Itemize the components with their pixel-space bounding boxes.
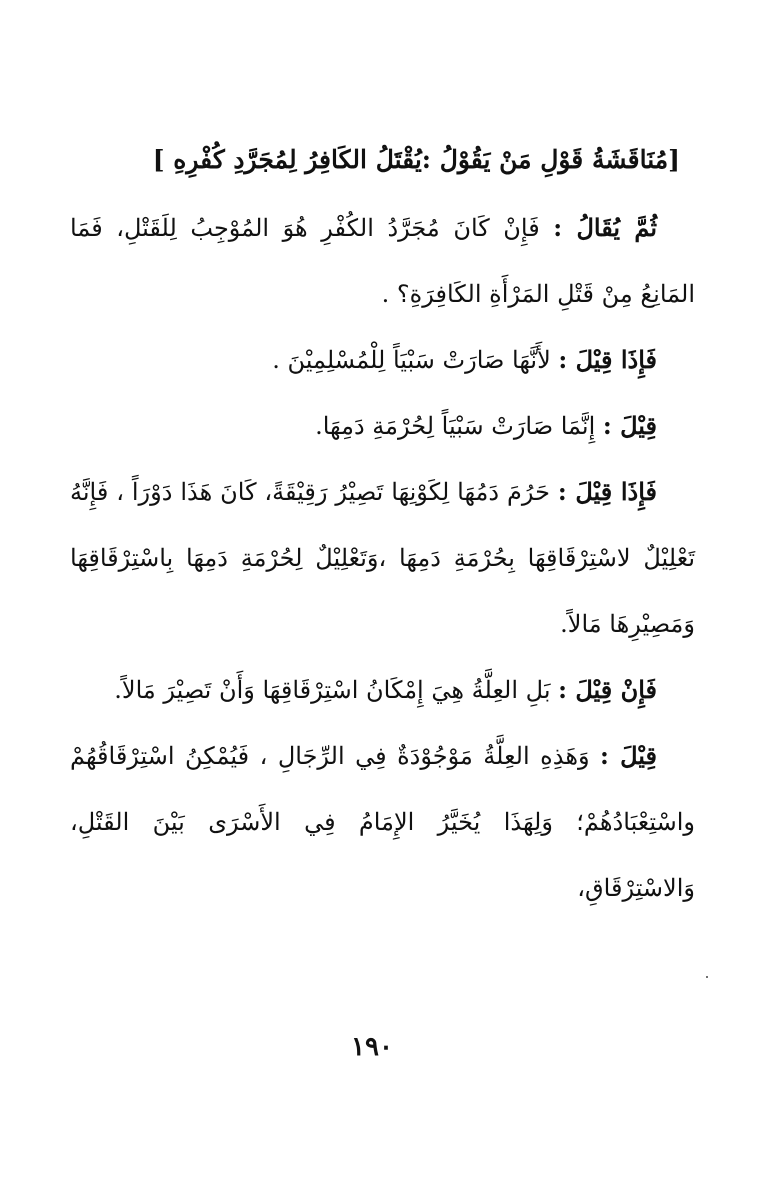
scan-speck bbox=[706, 976, 708, 978]
paragraph-text: بَلِ العِلَّةُ هِيَ إِمْكَانُ اسْتِرْقَاقِهَا وَأَنْ تَصِيْرَ مَالاً. bbox=[114, 676, 559, 704]
paragraph-1 bbox=[70, 195, 695, 327]
paragraph-text: وَهَذِهِ العِلَّةُ مَوْجُوْدَةٌ فِي الرِّجَالِ ، فَيُمْكِنُ اسْتِرْقَاقُهُمْ واسْتِعْبَادُهُمْ؛ وَلِهَذَا يُخَيَّرُ الإِمَامُ فِي الأَسْرَى بَيْنَ القَتْلِ، وَالاسْتِرْقَاقِ، bbox=[70, 742, 695, 902]
paragraph-lead: فَإِذَا قِيْلَ : bbox=[557, 477, 657, 506]
paragraph-text: حَرُمَ دَمُهَا لِكَوْنِهَا تَصِيْرُ رَقِيْقَةً، كَانَ هَذَا دَوْرَاً ، فَإِنَّهُ تَعْلِيْلٌ لاسْتِرْقَاقِهَا بِحُرْمَةِ دَمِهَا ،وَتَعْلِيْلٌ لِحُرْمَةِ دَمِهَا بِاسْتِرْقَاقِهَا وَمَصِيْرِهَا مَالاً. bbox=[70, 478, 695, 638]
body-text bbox=[70, 195, 695, 921]
paragraph-lead: فَإِذَا قِيْلَ : bbox=[558, 345, 657, 374]
paragraph-lead: فَإِنْ قِيْلَ : bbox=[558, 675, 657, 704]
paragraph-3 bbox=[70, 393, 695, 459]
page-number: ١٩٠ bbox=[351, 1032, 393, 1062]
paragraph-text: لأَنَّهَا صَارَتْ سَبْيَاً لِلْمُسْلِمِيْنَ . bbox=[272, 346, 559, 374]
paragraph-6 bbox=[70, 723, 695, 921]
paragraph-4 bbox=[70, 459, 695, 657]
paragraph-lead: ثُمَّ يُقَالُ : bbox=[553, 213, 658, 242]
paragraph-lead: قِيْلَ : bbox=[600, 741, 657, 770]
paragraph-2 bbox=[70, 327, 695, 393]
paragraph-5 bbox=[70, 657, 695, 723]
paragraph-text: فَإِنْ كَانَ مُجَرَّدُ الكُفْرِ هُوَ المُوْجِبُ لِلَقَتْلِ، فَمَا المَانِعُ مِنْ قَتْلِ المَرْأَةِ الكَافِرَةِ؟ . bbox=[70, 214, 695, 308]
paragraph-text: إِنَّمَا صَارَتْ سَبْيَاً لِحُرْمَةِ دَمِهَا. bbox=[315, 412, 603, 440]
section-heading: [مُنَاقَشَةُ قَوْلِ مَنْ يَقُوْلُ :يُقْتَلُ الكَافِرُ لِمُجَرَّدِ كُفْرِهِ ] bbox=[152, 145, 680, 174]
paragraph-lead: قِيْلَ : bbox=[602, 411, 657, 440]
